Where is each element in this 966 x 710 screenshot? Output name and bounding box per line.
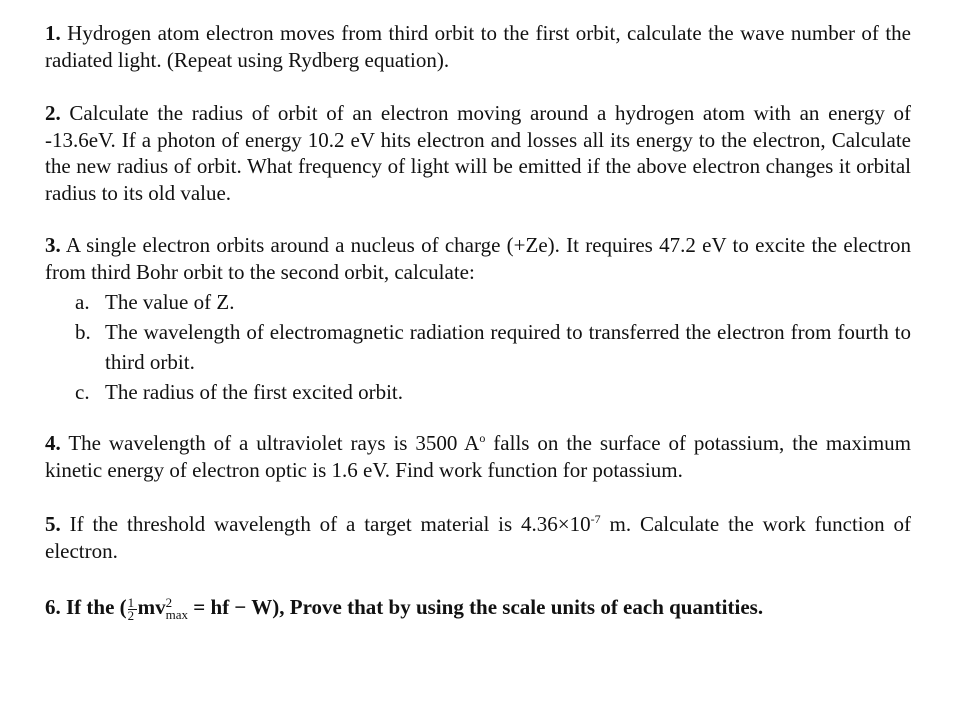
question-text: Hydrogen atom electron moves from third orbit to the first orbit, calculate the wave number of the radiated light. (Repeat using Rydberg equation).	[45, 21, 911, 72]
question-number: 1.	[45, 21, 61, 45]
question-1	[45, 20, 911, 73]
exponent: -7	[590, 512, 601, 526]
question-text-before: The wavelength of a ultraviolet rays is 3500 A	[68, 431, 480, 455]
question-number: 5.	[45, 512, 61, 536]
expression-base: mv	[137, 595, 166, 619]
subquestion-c	[45, 377, 911, 407]
subquestion-text: The radius of the first excited orbit.	[105, 380, 403, 404]
question-text-after: m. Calculate the work function of electron.	[45, 512, 911, 563]
subquestion-label: c.	[75, 380, 90, 404]
question-number: 2.	[45, 101, 61, 125]
subquestion-b	[45, 317, 911, 377]
question-2	[45, 100, 911, 206]
sup-sub-script	[166, 597, 188, 621]
question-5	[45, 511, 911, 564]
question-text: Calculate the radius of orbit of an electron moving around a hydrogen atom with an energy of -13.6eV. If a photon of energy 10.2 eV hits electron and losses all its energy to the electron, Calculate the new radius of orbit. What frequency of light will be emitted if the above electron changes it orbital radius to its old value.	[45, 101, 912, 205]
subquestion-a	[45, 287, 911, 317]
expression-subscript: max	[165, 607, 189, 623]
question-text: A single electron orbits around a nucleus of charge (+Ze). It requires 47.2 eV to excite the electron from third Bohr orbit to the second orbit, calculate:	[45, 233, 912, 284]
question-4	[45, 430, 911, 483]
question-prefix: If the (	[66, 595, 127, 619]
question-number: 6.	[45, 595, 61, 619]
question-text-after: falls on the surface of potassium, the maximum kinetic energy of electron optic is 1.6 eV. Find work function for potassium.	[45, 431, 911, 482]
question-number: 4.	[45, 431, 61, 455]
question-number: 3.	[45, 233, 61, 257]
subquestion-label: a.	[75, 290, 90, 314]
fraction-denominator: 2	[127, 607, 135, 623]
degree-symbol: o	[479, 431, 486, 445]
question-text-before: If the threshold wavelength of a target material is 4.36×10	[69, 512, 591, 536]
expression-rest: = hf − W),	[188, 595, 285, 619]
question-suffix: Prove that by using the scale units of each quantities.	[284, 595, 764, 619]
subquestion-text: The wavelength of electromagnetic radiation required to transferred the electron from fourth to third orbit.	[105, 320, 911, 374]
subquestion-label: b.	[75, 320, 91, 344]
fraction	[127, 594, 137, 623]
expression-superscript: 2	[165, 595, 173, 611]
fraction-numerator: 1	[127, 594, 135, 610]
question-3	[45, 232, 911, 407]
question-6	[45, 594, 911, 622]
subquestion-list	[45, 287, 911, 407]
subquestion-text: The value of Z.	[105, 290, 235, 314]
